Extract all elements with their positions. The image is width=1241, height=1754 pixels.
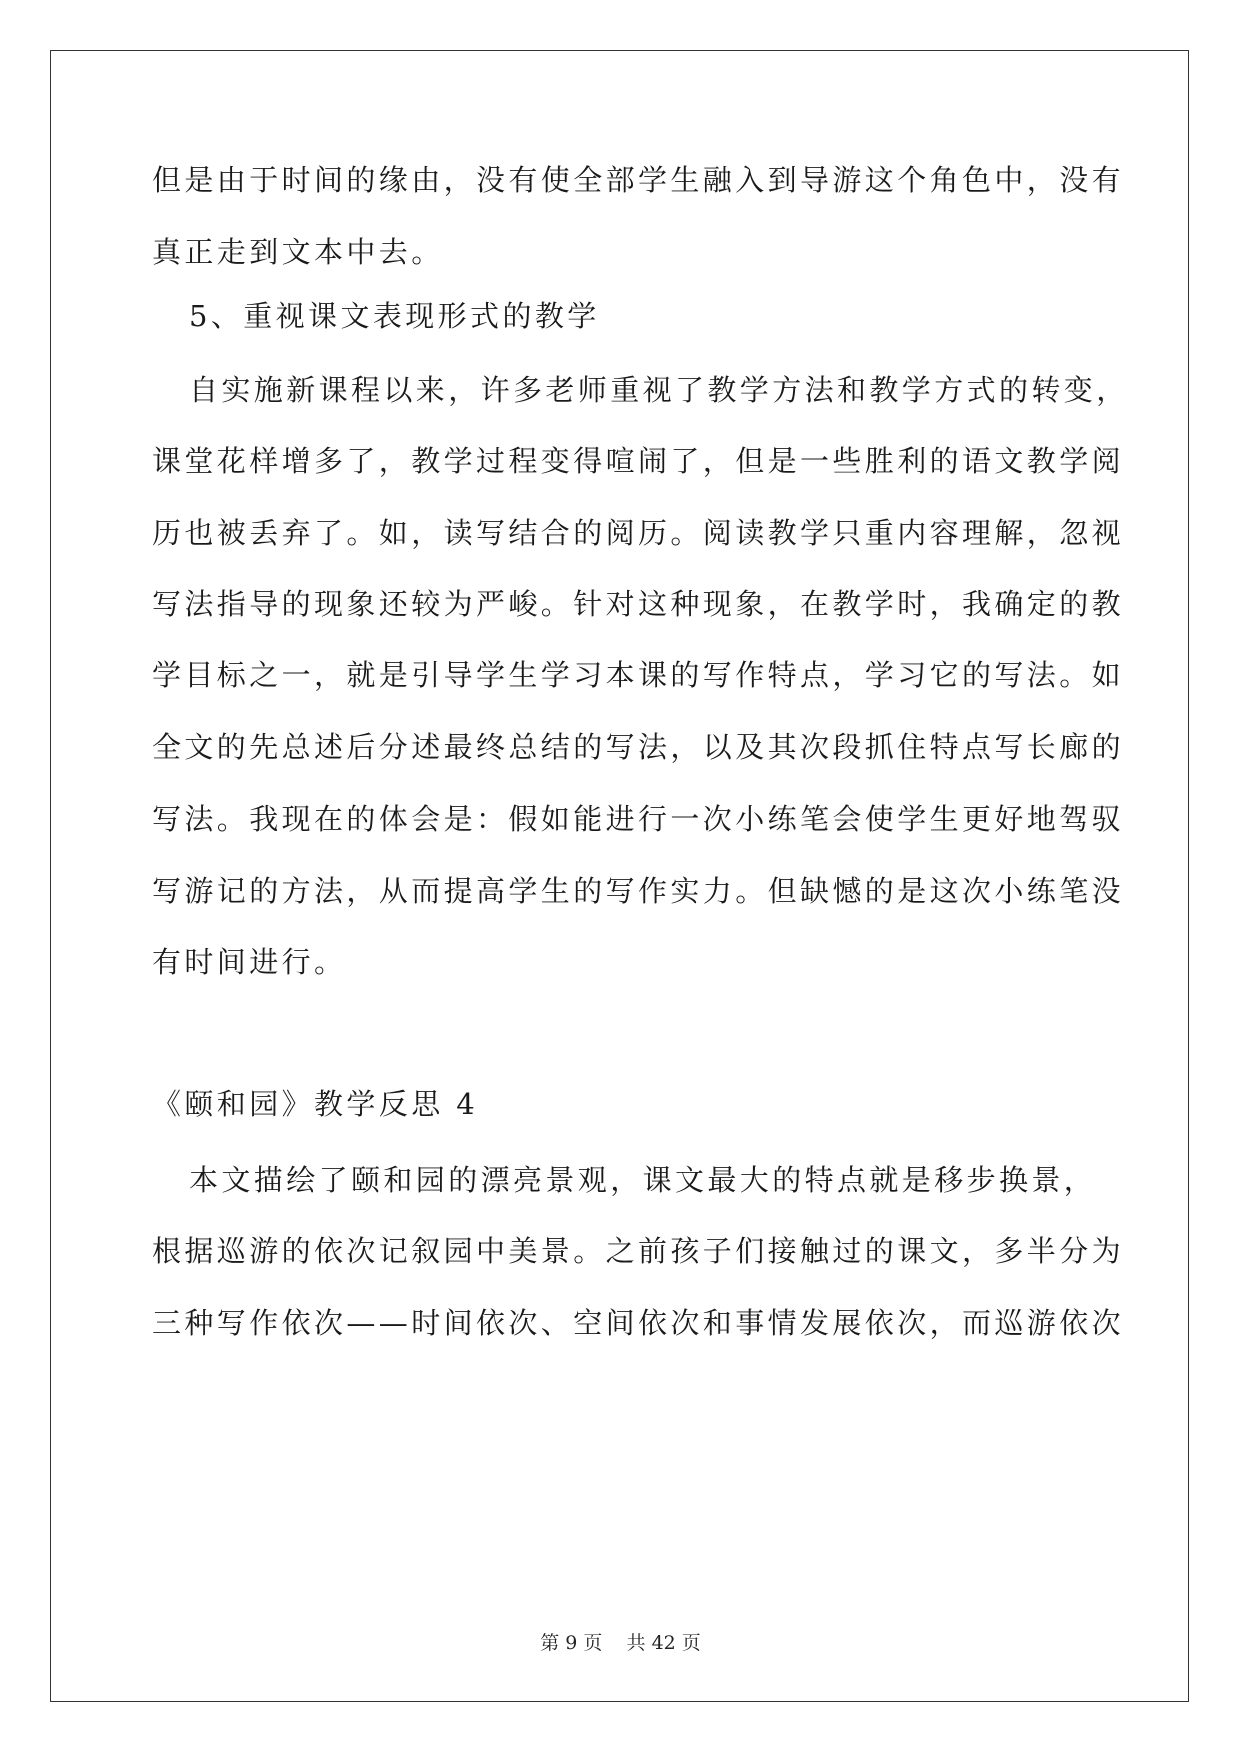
paragraph-line: 三种写作依次——时间依次、空间依次和事情发展依次，而巡游依次 xyxy=(152,1306,1125,1340)
section-heading: 5、重视课文表现形式的教学 xyxy=(189,299,600,333)
page-number: 第 9 页 共 42 页 xyxy=(540,1632,701,1654)
paragraph-line: 写游记的方法，从而提高学生的写作实力。但缺憾的是这次小练笔没 xyxy=(152,874,1125,908)
article-title: 《颐和园》教学反思 4 xyxy=(152,1087,479,1121)
paragraph-line: 课堂花样增多了，教学过程变得喧闹了，但是一些胜利的语文教学阅 xyxy=(152,444,1125,478)
paragraph-line: 但是由于时间的缘由，没有使全部学生融入到导游这个角色中，没有 xyxy=(152,163,1125,197)
paragraph-line: 自实施新课程以来，许多老师重视了教学方法和教学方式的转变， xyxy=(189,373,1129,407)
paragraph-line: 有时间进行。 xyxy=(152,945,347,979)
page-footer xyxy=(0,1631,1241,1655)
paragraph-line: 本文描绘了颐和园的漂亮景观，课文最大的特点就是移步换景， xyxy=(189,1163,1097,1197)
paragraph-line: 真正走到文本中去。 xyxy=(152,235,444,269)
paragraph-line: 历也被丢弃了。如，读写结合的阅历。阅读教学只重内容理解，忽视 xyxy=(152,516,1125,550)
paragraph-line: 全文的先总述后分述最终总结的写法，以及其次段抓住特点写长廊的 xyxy=(152,730,1125,764)
paragraph-line: 学目标之一，就是引导学生学习本课的写作特点，学习它的写法。如 xyxy=(152,658,1125,692)
paragraph-line: 写法指导的现象还较为严峻。针对这种现象，在教学时，我确定的教 xyxy=(152,587,1125,621)
paragraph-line: 根据巡游的依次记叙园中美景。之前孩子们接触过的课文，多半分为 xyxy=(152,1234,1125,1268)
paragraph-line: 写法。我现在的体会是：假如能进行一次小练笔会使学生更好地驾驭 xyxy=(152,802,1125,836)
